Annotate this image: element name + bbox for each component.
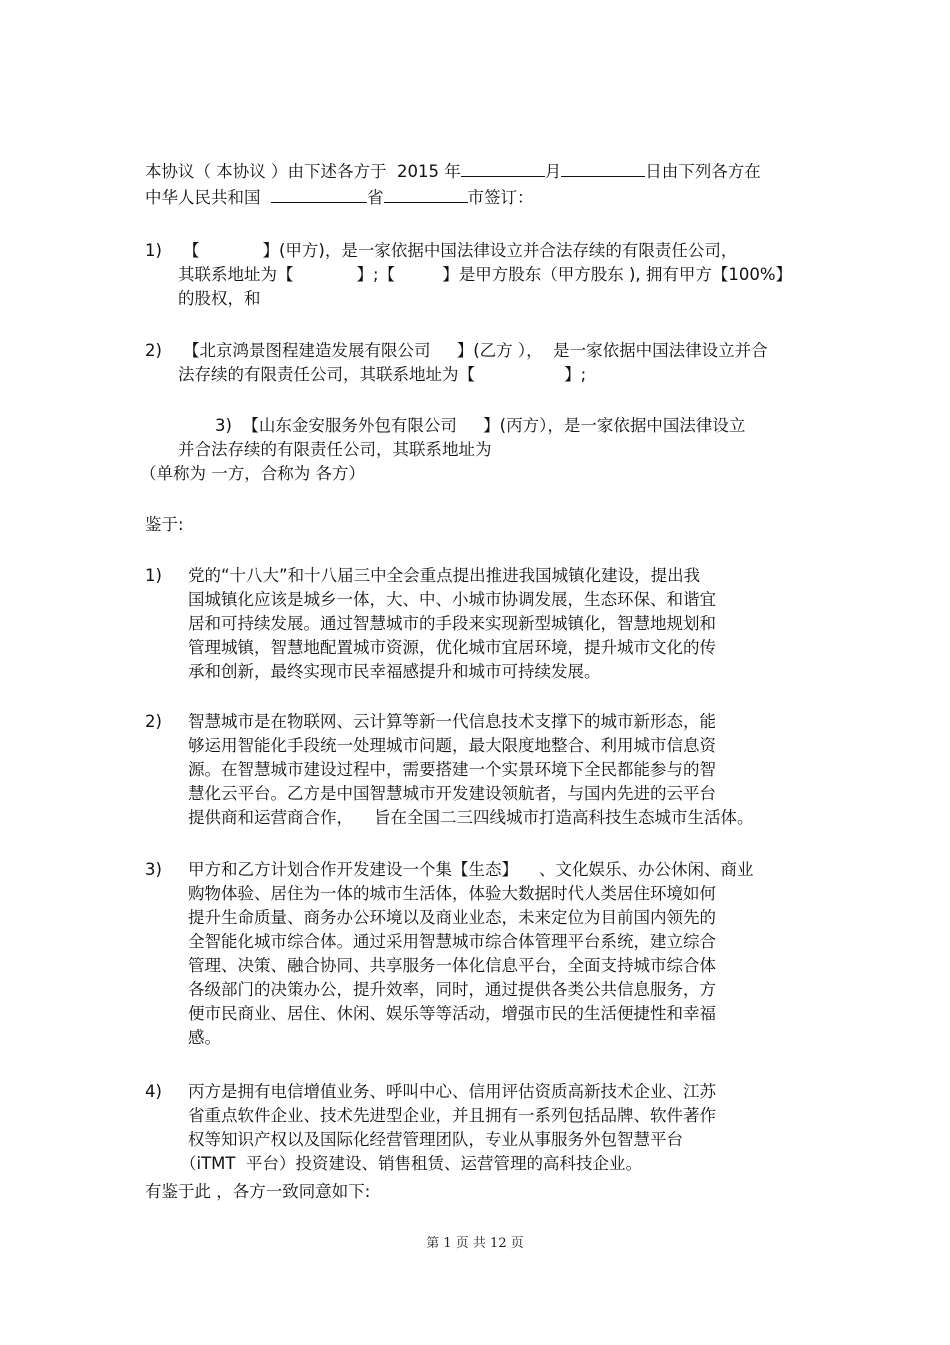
year-blank [461,162,545,177]
recital-1-line: 承和创新，最终实现市民幸福感提升和城市可持续发展。 [188,662,601,681]
recital-3-number: 3) [145,860,162,879]
party-1-line-3: 的股权，和 [178,289,261,308]
intro-line-2 [145,188,534,208]
month-blank [561,162,645,177]
page-footer: 第 1 页 共 12 页 [426,1236,524,1251]
recital-2-line: 源。在智慧城市建设过程中，需要搭建一个实景环境下全民都能参与的智 [188,760,716,779]
party-2-number: 2) [145,341,162,360]
party-1-line-1: 【 】(甲方)，是一家依据中国法律设立并合法存续的有限责任公司， [183,241,738,260]
party-1-number: 1) [145,241,162,260]
recital-3-line: 感。 [188,1028,221,1047]
province-blank [384,188,468,203]
party-2-line-1: 【北京鸿景图程建造发展有限公司 】(乙方 ）， 是一家依据中国法律设立并合 [183,341,768,360]
recital-1-line: 居和可持续发展。通过智慧城市的手段来实现新型城镇化，智慧地规划和 [188,614,716,633]
recital-2-line: 够运用智能化手段统一处理城市问题，最大限度地整合、利用城市信息资 [188,736,716,755]
recital-2-number: 2) [145,712,162,731]
recital-3-line: 购物体验、居住为一体的城市生活体，体验大数据时代人类居住环境如何 [188,884,716,903]
recital-1-line: 国城镇化应该是城乡一体，大、中、小城市协调发展，生态环保、和谐宜 [188,590,716,609]
party-3-line-3: （单称为 一方，合称为 各方） [140,464,365,483]
province-label: 省 [367,188,384,207]
recital-2-line: 慧化云平台。乙方是中国智慧城市开发建设领航者，与国内先进的云平台 [188,784,716,803]
city-suffix: 市签订： [467,188,534,207]
country-blank [271,188,367,203]
intro-line2-prefix: 中华人民共和国 [145,188,271,207]
recital-1-line: 党的“十八大”和十八届三中全会重点提出推进我国城镇化建设，提出我 [188,566,701,585]
recital-1-line: 管理城镇，智慧地配置城市资源，优化城市宜居环境，提升城市文化的传 [188,638,716,657]
recital-2-line: 智慧城市是在物联网、云计算等新一代信息技术支撑下的城市新形态，能 [188,712,716,731]
recital-4-line: 丙方是拥有电信增值业务、呼叫中心、信用评估资质高新技术企业、江苏 [188,1082,716,1101]
party-3-line-1: 3) 【山东金安服务外包有限公司 】(丙方），是一家依据中国法律设立 [215,416,746,435]
closing-statement: 有鉴于此 ，各方一致同意如下: [145,1182,371,1201]
month-label: 月 [544,162,562,181]
recital-4-line: 省重点软件企业、技术先进型企业，并且拥有一系列包括品牌、软件著作 [188,1106,716,1125]
party-2-line-2: 法存续的有限责任公司，其联系地址为【 】; [178,365,587,384]
recital-3-line: 管理、决策、融合协同、共享服务一体化信息平台，全面支持城市综合体 [188,956,716,975]
recital-4-line: （iTMT 平台）投资建设、销售租赁、运营管理的高科技企业。 [180,1154,642,1173]
intro-line-1 [145,162,761,182]
recital-3-line: 提升生命质量、商务办公环境以及商业业态，未来定位为目前国内领先的 [188,908,716,927]
whereas-heading: 鉴于: [145,515,184,534]
recital-3-line: 各级部门的决策办公，提升效率，同时，通过提供各类公共信息服务，方 [188,980,716,999]
recital-2-line: 提供商和运营商合作， 旨在全国二三四线城市打造高科技生态城市生活体。 [188,808,754,827]
recital-3-line: 便市民商业、居住、休闲、娱乐等等活动，增强市民的生活便捷性和幸福 [188,1004,716,1023]
recital-1-number: 1) [145,566,162,585]
recital-4-number: 4) [145,1082,162,1101]
party-1-line-2: 其联系地址为【 】;【 】是甲方股东（甲方股东 ), 拥有甲方【100%】 [178,265,793,284]
recital-3-line: 甲方和乙方计划合作开发建设一个集【生态】 、文化娱乐、办公休闲、商业 [188,860,754,879]
day-suffix: 日由下列各方在 [645,162,761,181]
party-3-line-2: 并合法存续的有限责任公司，其联系地址为 [178,440,492,459]
intro-line1-prefix: 本协议（ 本协议 ）由下述各方于 2015 年 [145,162,461,181]
recital-4-line: 权等知识产权以及国际化经营管理团队，专业从事服务外包智慧平台 [188,1130,683,1149]
recital-3-line: 全智能化城市综合体。通过采用智慧城市综合体管理平台系统，建立综合 [188,932,716,951]
